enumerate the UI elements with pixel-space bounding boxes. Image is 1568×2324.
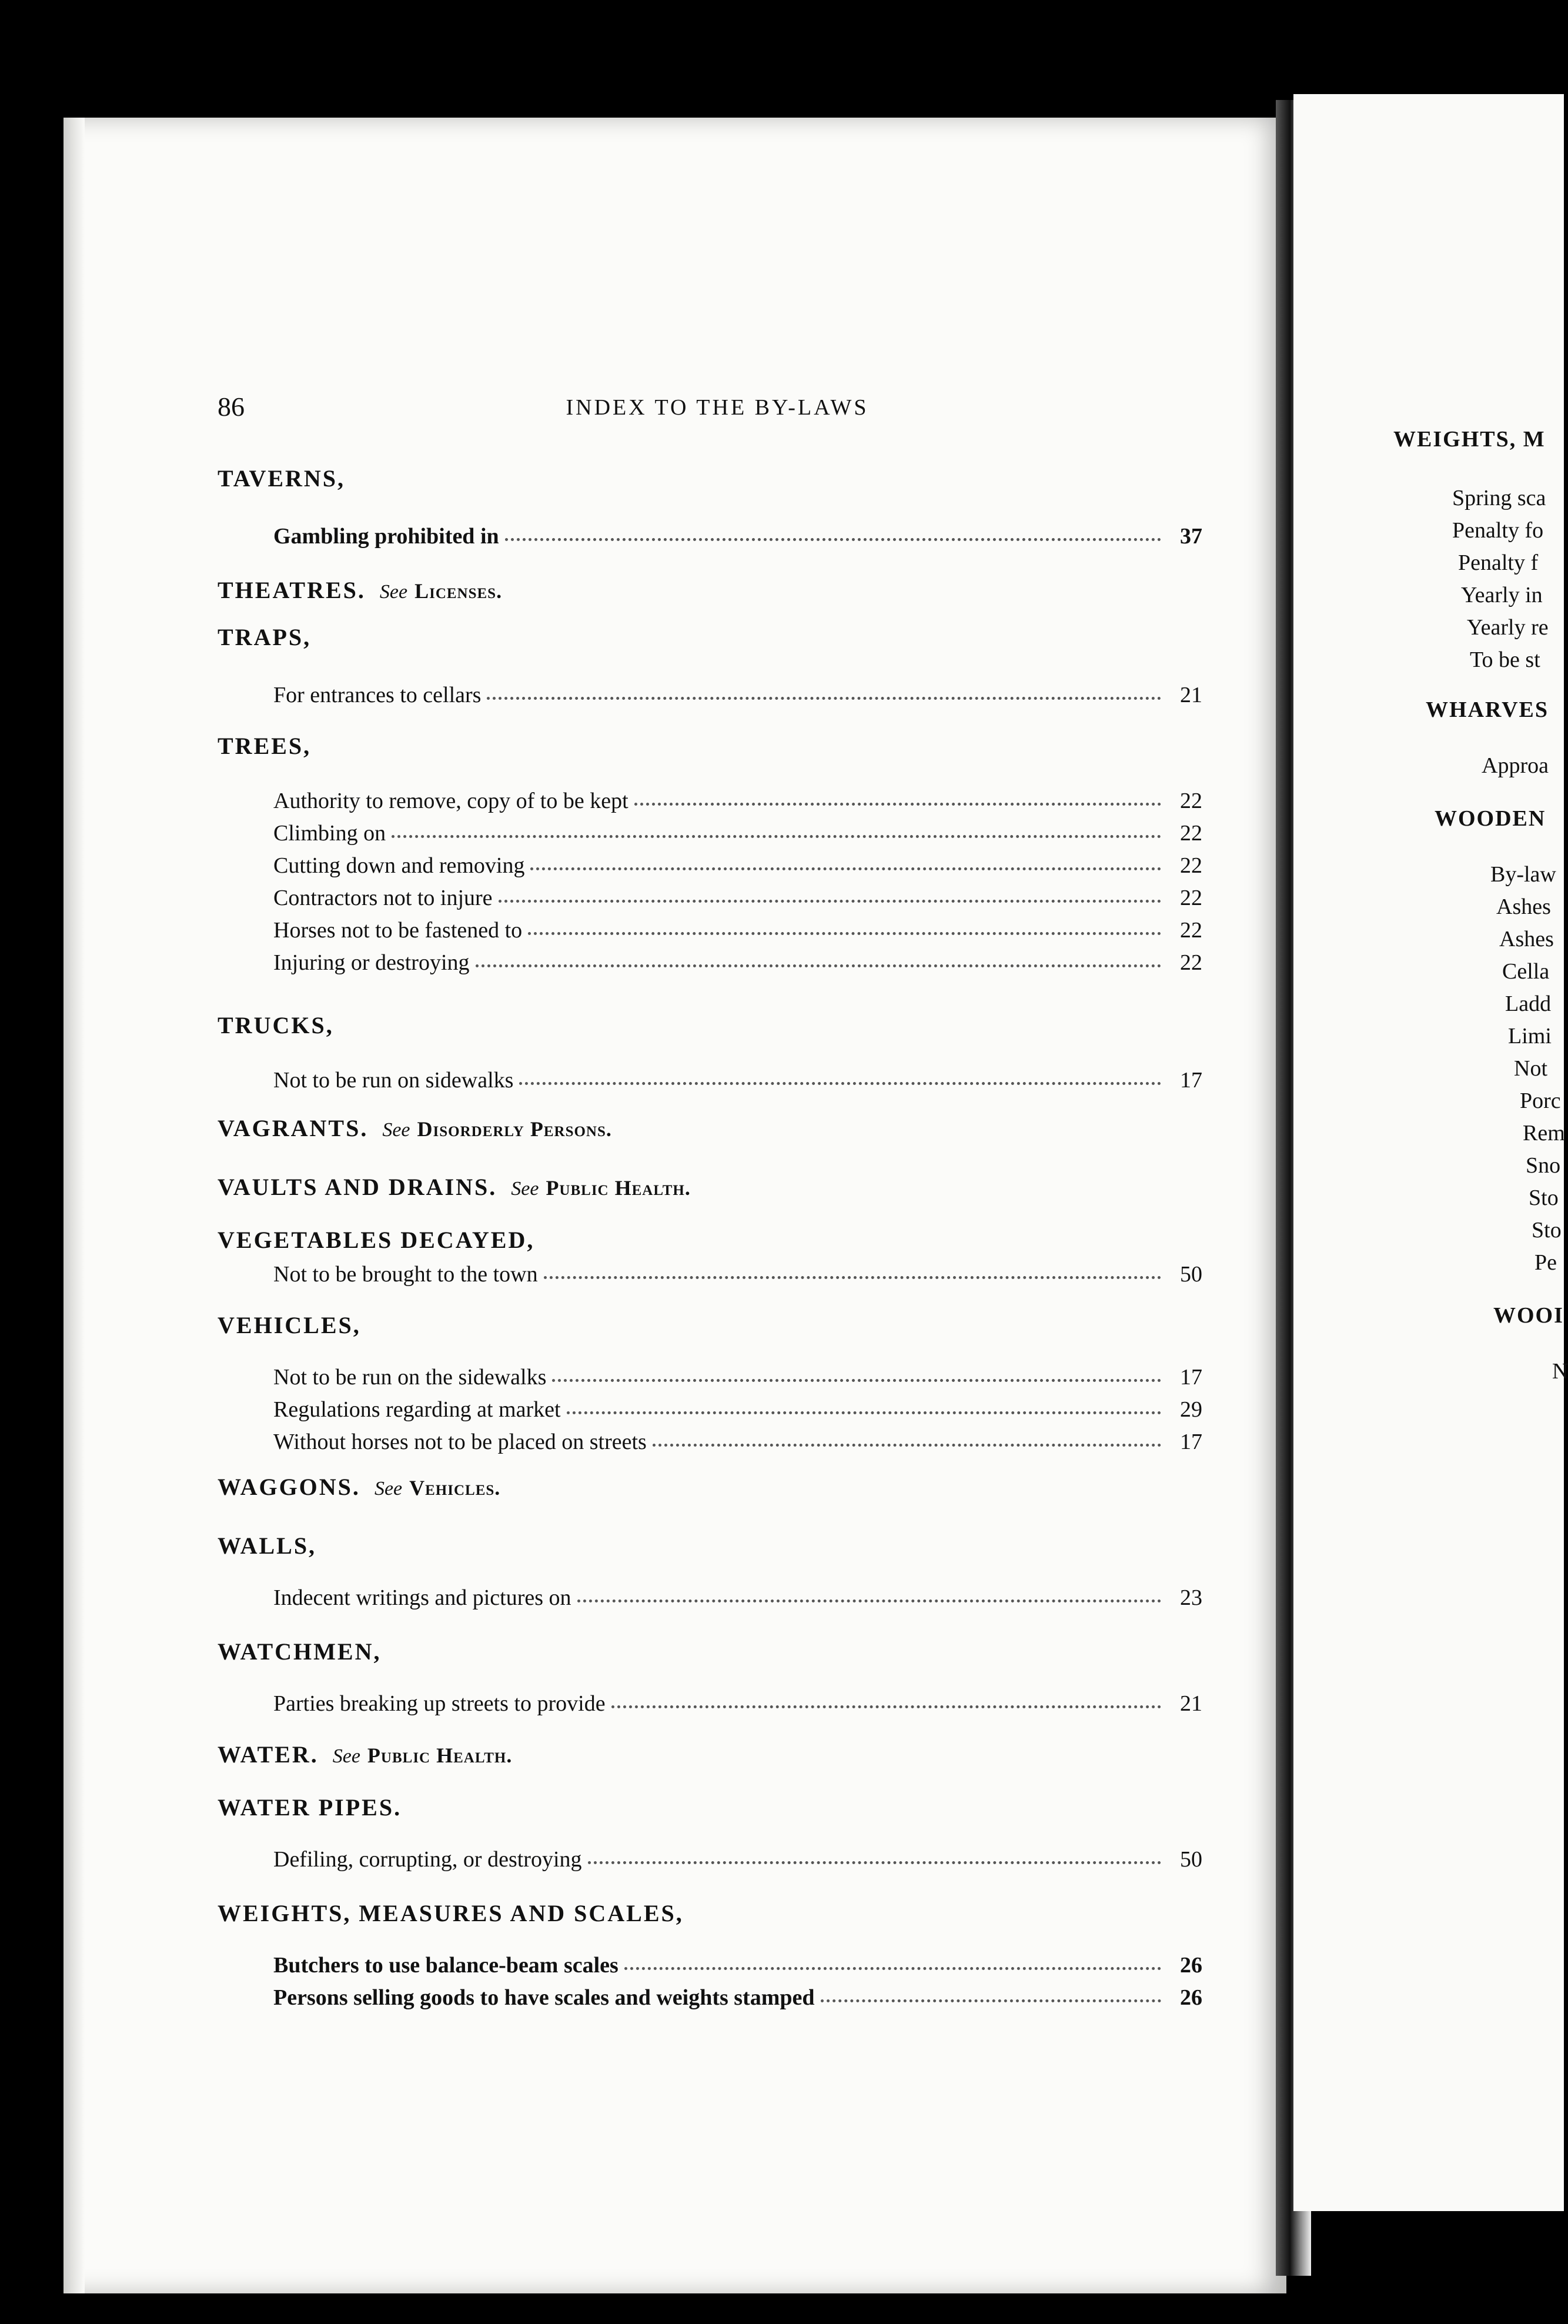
sub-entry (273, 1364, 1202, 1394)
index-entry (218, 1226, 1217, 1287)
page-reference: 22 (1180, 886, 1202, 910)
page-reference: 17 (1180, 1430, 1202, 1454)
right-page-subentry: Penalty f (1458, 550, 1539, 575)
page-number: 86 (218, 392, 245, 422)
leader-dots (634, 794, 1161, 806)
entry-heading-text: WAGGONS. (218, 1474, 360, 1500)
cross-reference: Licenses. (414, 579, 503, 603)
right-page (1293, 94, 1564, 2211)
leader-dots (653, 1435, 1161, 1447)
see-label: See (511, 1178, 539, 1200)
right-page-heading: WOOI (1493, 1303, 1564, 1328)
sub-entry-text: Cutting down and removing (273, 853, 525, 878)
sub-entry-text: Parties breaking up streets to provide (273, 1691, 606, 1716)
see-label: See (379, 581, 408, 603)
sub-entry-text: Injuring or destroying (273, 950, 470, 975)
sub-entry-text: Gambling prohibited in (273, 524, 499, 549)
entry-heading-text: VEGETABLES DECAYED, (218, 1227, 535, 1253)
right-page-heading: WHARVES (1426, 697, 1549, 722)
sub-entry (273, 788, 1202, 817)
entry-heading-text: WATER. (218, 1741, 319, 1768)
right-page-subentry: To be st (1470, 647, 1540, 672)
see-label: See (382, 1119, 410, 1141)
sub-entry (273, 1952, 1202, 1982)
leader-dots (577, 1591, 1161, 1602)
sub-entry (273, 1261, 1202, 1291)
right-page-subentry: Approa (1482, 753, 1549, 778)
page-reference: 22 (1180, 821, 1202, 846)
entry-heading-text: WALLS, (218, 1532, 317, 1559)
entry-heading (218, 732, 1217, 760)
index-entry (218, 1114, 1217, 1142)
page-reference: 22 (1180, 789, 1202, 813)
running-head (153, 391, 1246, 426)
right-page-subentry: Ashes (1499, 927, 1554, 951)
leader-dots (624, 1959, 1161, 1970)
cross-reference: Vehicles. (409, 1476, 501, 1500)
sub-entry (273, 1429, 1202, 1458)
right-page-subentry: Ladd (1505, 991, 1552, 1016)
sub-entry-text: Without horses not to be placed on streets (273, 1430, 647, 1454)
right-page-subentry: Porc (1520, 1088, 1561, 1113)
entry-heading (218, 1226, 1217, 1254)
leader-dots (552, 1371, 1161, 1382)
right-page-subentry: By-law (1490, 862, 1556, 887)
sub-entry-text: Contractors not to injure (273, 886, 493, 910)
entry-heading (218, 1011, 1217, 1039)
sub-entry (273, 1846, 1202, 1876)
sub-entry (273, 1691, 1202, 1720)
sub-entry-text: Not to be run on sidewalks (273, 1068, 514, 1093)
entry-heading (218, 1741, 1217, 1768)
sub-entry (273, 1067, 1202, 1097)
entry-heading-text: WATER PIPES. (218, 1794, 402, 1821)
sub-entry-text: Persons selling goods to have scales and weights stamped (273, 1985, 815, 2010)
sub-entry (273, 682, 1202, 712)
sub-entry-text: Horses not to be fastened to (273, 918, 523, 943)
sub-entry-text: For entrances to cellars (273, 683, 482, 707)
entry-heading (218, 1899, 1217, 1927)
page-reference: 21 (1180, 1691, 1202, 1716)
leader-dots (519, 1074, 1161, 1085)
right-page-subentry: Sno (1526, 1153, 1561, 1178)
entry-heading (218, 1311, 1217, 1339)
sub-entry-text: Climbing on (273, 821, 386, 846)
cross-reference: Public Health. (546, 1176, 691, 1200)
entry-heading-text: TREES, (218, 733, 312, 759)
see-label: See (332, 1745, 360, 1767)
entry-heading-text: WATCHMEN, (218, 1638, 382, 1665)
sub-entry-text: Defiling, corrupting, or destroying (273, 1847, 582, 1872)
sub-entry (273, 950, 1202, 979)
index-entry (218, 1638, 1217, 1716)
page-reference: 29 (1180, 1397, 1202, 1422)
entry-heading-text: THEATRES. (218, 577, 366, 603)
leader-dots (392, 827, 1161, 838)
right-page-subentry: Not (1514, 1056, 1547, 1081)
entry-heading-text: TRAPS, (218, 624, 312, 650)
index-entry (218, 465, 1217, 549)
index-entry (218, 1899, 1217, 2010)
right-page-subentry: Cella (1502, 959, 1550, 984)
right-page-heading: WEIGHTS, M (1393, 427, 1546, 452)
entry-heading (218, 465, 1217, 492)
sub-entry (273, 853, 1202, 882)
entry-heading (218, 1173, 1217, 1201)
leader-dots (530, 859, 1161, 870)
page-reference: 26 (1180, 1985, 1202, 2010)
leader-dots (588, 1853, 1161, 1864)
leader-dots (821, 1991, 1162, 2002)
sub-entry (273, 1585, 1202, 1614)
sub-entry (273, 885, 1202, 914)
index-entry (218, 1741, 1217, 1768)
sub-entry-text: Butchers to use balance-beam scales (273, 1953, 618, 1978)
sub-entry-text: Regulations regarding at market (273, 1397, 561, 1422)
index-entry (218, 1532, 1217, 1610)
entry-heading-text: WEIGHTS, MEASURES AND SCALES, (218, 1900, 684, 1926)
entry-heading (218, 1638, 1217, 1665)
right-page-subentry: Yearly re (1467, 615, 1549, 640)
page-reference: 22 (1180, 853, 1202, 878)
page-reference: 22 (1180, 950, 1202, 975)
entry-heading-text: VAGRANTS. (218, 1115, 369, 1141)
right-page-heading: WOODEN (1435, 806, 1546, 831)
see-label: See (374, 1478, 403, 1500)
page-reference: 50 (1180, 1847, 1202, 1872)
right-page-subentry: N (1552, 1359, 1568, 1384)
entry-heading (218, 1532, 1217, 1560)
right-page-subentry: Rem (1523, 1121, 1565, 1146)
page-reference: 17 (1180, 1365, 1202, 1390)
page-reference: 50 (1180, 1262, 1202, 1287)
sub-entry-text: Authority to remove, copy of to be kept (273, 789, 628, 813)
sub-entry (273, 1985, 1202, 2014)
index-entry (218, 1311, 1217, 1454)
right-page-subentry: Ashes (1496, 894, 1551, 919)
entry-heading (218, 1114, 1217, 1142)
right-page-subentry: Sto (1532, 1218, 1562, 1243)
leader-dots (528, 924, 1161, 935)
right-page-subentry: Pe (1534, 1250, 1557, 1275)
right-page-subentry: Sto (1529, 1186, 1559, 1210)
entry-heading (218, 1473, 1217, 1501)
right-page-subentry: Yearly in (1461, 583, 1543, 607)
sub-entry (273, 820, 1202, 850)
sub-entry-text: Not to be brought to the town (273, 1262, 538, 1287)
cross-reference: Public Health. (367, 1744, 513, 1767)
page-reference: 26 (1180, 1953, 1202, 1978)
leader-dots (487, 689, 1161, 700)
entry-heading-text: TAVERNS, (218, 465, 346, 492)
sub-entry-text: Not to be run on the sidewalks (273, 1365, 547, 1390)
leader-dots (505, 530, 1161, 541)
index-entry (218, 1011, 1217, 1093)
running-head-title: INDEX TO THE BY-LAWS (566, 395, 869, 420)
index-entry (218, 576, 1217, 604)
page-reference: 22 (1180, 918, 1202, 943)
cross-reference: Disorderly Persons. (417, 1117, 612, 1141)
leader-dots (611, 1697, 1161, 1708)
entry-heading-text: VAULTS AND DRAINS. (218, 1174, 497, 1200)
entry-heading-text: VEHICLES, (218, 1312, 361, 1338)
leader-dots (544, 1268, 1161, 1279)
right-page-subentry: Spring sca (1452, 486, 1546, 510)
page-reference: 37 (1180, 524, 1202, 549)
page-reference: 23 (1180, 1585, 1202, 1610)
sub-entry-text: Indecent writings and pictures on (273, 1585, 571, 1610)
sub-entry (273, 917, 1202, 947)
page-reference: 21 (1180, 683, 1202, 707)
index-entry (218, 732, 1217, 975)
entry-heading (218, 623, 1217, 651)
sub-entry (273, 523, 1202, 553)
right-page-subentry: Limi (1508, 1024, 1552, 1049)
index-entry (218, 623, 1217, 707)
right-page-subentry: Penalty fo (1452, 518, 1544, 543)
leader-dots (476, 956, 1161, 967)
entry-heading-text: TRUCKS, (218, 1012, 334, 1039)
leader-dots (567, 1403, 1161, 1414)
index-entry (218, 1173, 1217, 1201)
index-entry (218, 1794, 1217, 1872)
entry-heading (218, 576, 1217, 604)
index-entry (218, 1473, 1217, 1501)
entry-heading (218, 1794, 1217, 1821)
leader-dots (499, 891, 1161, 903)
page-reference: 17 (1180, 1068, 1202, 1093)
sub-entry (273, 1397, 1202, 1426)
